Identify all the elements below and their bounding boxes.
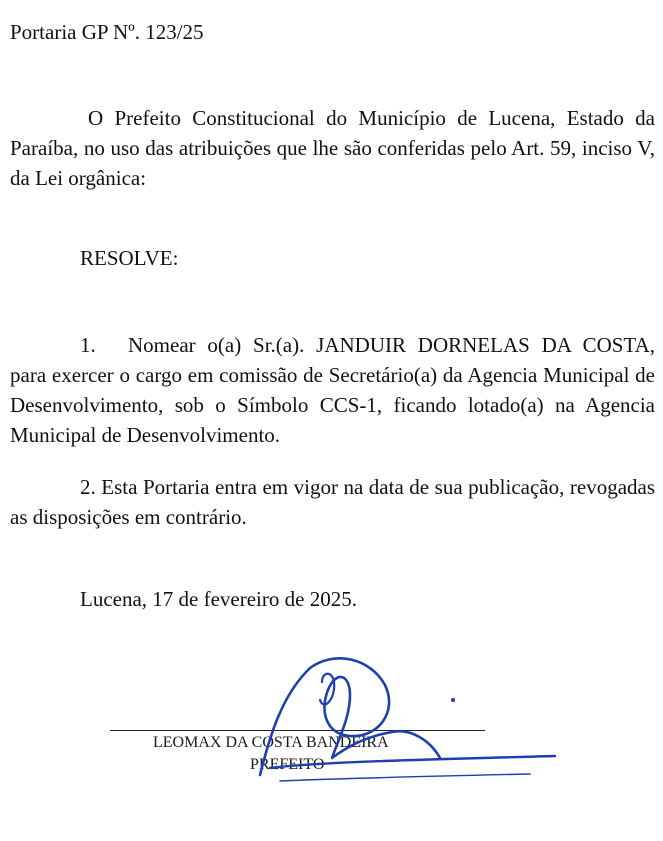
item-2-number: 2.: [80, 475, 96, 499]
resolve-heading: RESOLVE:: [80, 246, 179, 270]
date-line: Lucena, 17 de fevereiro de 2025.: [80, 587, 357, 611]
signature-line: [110, 730, 485, 731]
article-item-2: [10, 472, 655, 532]
item-1-number: 1.: [80, 333, 96, 357]
signer-role: PREFEITO: [250, 756, 325, 773]
intro-paragraph: [10, 103, 655, 193]
intro-text: O Prefeito Constitucional do Município de Lucena, Estado da Paraíba, no uso das atribuições que lhe são conferidas pelo Art. 59, inciso V, da Lei orgânica:: [10, 106, 655, 190]
portaria-title: Portaria GP Nº. 123/25: [10, 20, 204, 44]
item-1-text: Nomear o(a) Sr.(a). JANDUIR DORNELAS DA COSTA, para exercer o cargo em comissão de Secretário(a) da Agencia Municipal de Desenvolvimento, sob o Símbolo CCS-1, ficando lotado(a) na Agencia Municipal de Desenvolvimento.: [10, 333, 655, 447]
signer-name: LEOMAX DA COSTA BANDEIRA: [153, 734, 389, 751]
item-2-text: Esta Portaria entra em vigor na data de sua publicação, revogadas as disposições em contrário.: [10, 475, 656, 529]
signature-block: [110, 640, 590, 820]
article-item-1: [10, 330, 655, 450]
